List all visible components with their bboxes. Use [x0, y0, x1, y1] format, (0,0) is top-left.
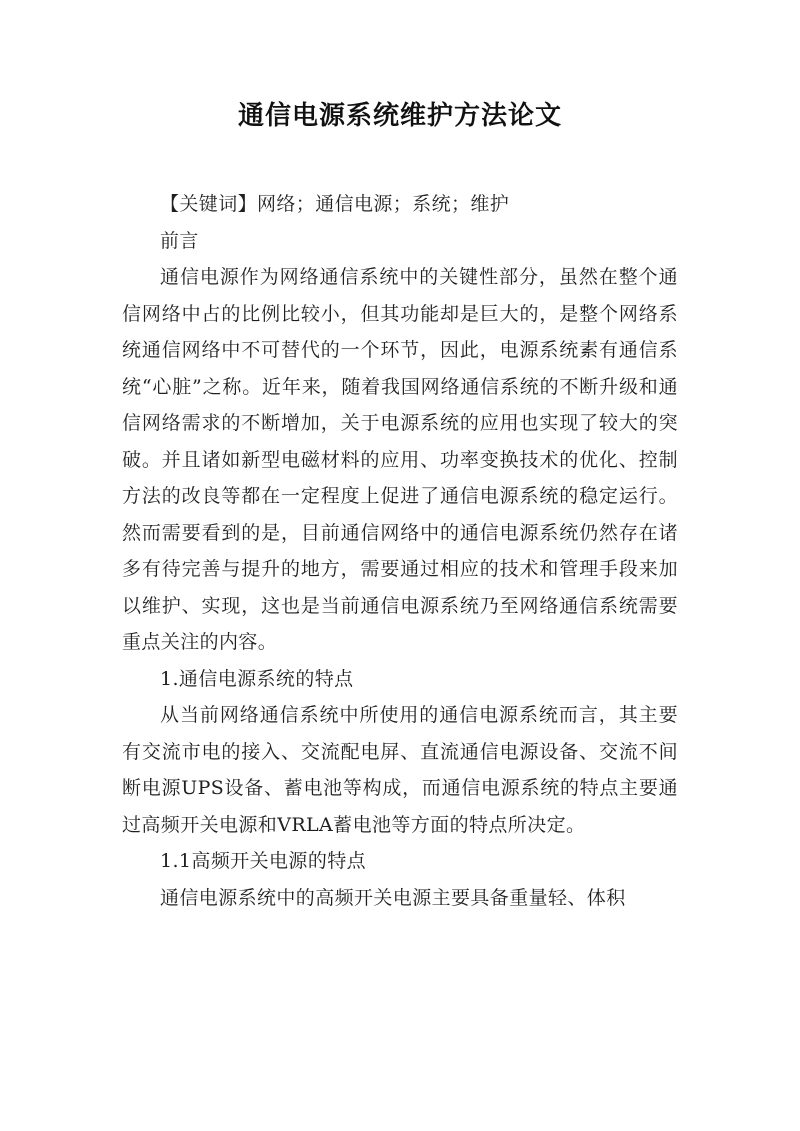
preface-paragraph: 通信电源作为网络通信系统中的关键性部分，虽然在整个通信网络中占的比例比较小，但其功能却是巨大的，是整个网络系统通信网络中不可替代的一个环节，因此，电源系统素有通信系统“心脏”之称。近年来，随着我国网络通信系统的不断升级和通信网络需求的不断增加，关于电源系统的应用也实现了较大的突破。并且诸如新型电磁材料的应用、功率变换技术的优化、控制方法的改良等都在一定程度上促进了通信电源系统的稳定运行。然而需要看到的是，目前通信网络中的通信电源系统仍然存在诸多有待完善与提升的地方，需要通过相应的技术和管理手段来加以维护、实现，这也是当前通信电源系统乃至网络通信系统需要重点关注的内容。: [122, 266, 678, 653]
section-paragraph-1: 从当前网络通信系统中所使用的通信电源系统而言，其主要有交流市电的接入、交流配电屏、直流通信电源设备、交流不间断电源UPS设备、蓄电池等构成，而通信电源系统的特点主要通过高频开关电源和VRLA蓄电池等方面的特点所决定。: [122, 704, 678, 836]
section-heading-1: 1.通信电源系统的特点: [160, 667, 354, 690]
document-body: [122, 186, 678, 916]
document-title: 通信电源系统维护方法论文: [237, 101, 562, 131]
keywords-line: 【关键词】网络；通信电源；系统；维护: [160, 193, 510, 215]
preface-heading: 前言: [160, 229, 199, 252]
section-paragraph-1-1: 通信电源系统中的高频开关电源主要具备重量轻、体积: [160, 886, 626, 909]
section-heading-1-1: 1.1高频开关电源的特点: [160, 850, 367, 872]
